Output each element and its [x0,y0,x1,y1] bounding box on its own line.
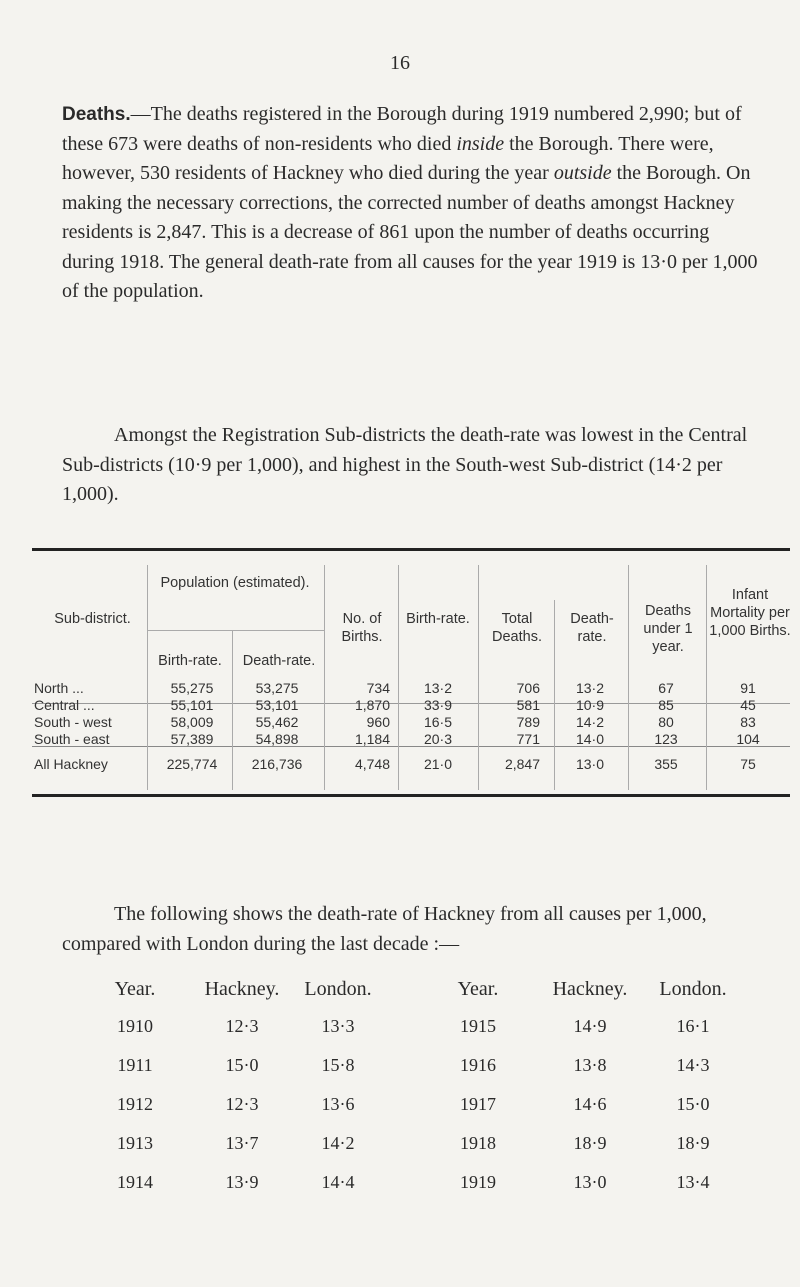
comparison-hackney: 14·6 [573,1094,607,1114]
cell-infant: 45 [740,697,756,713]
comparison-london: 13·6 [321,1094,355,1114]
comparison-london: 14·2 [321,1133,355,1153]
cell-death-rate: 14·2 [575,714,605,730]
cell-pop-death: 216,736 [251,756,303,772]
cmp-head-london-right: London. [659,978,727,1000]
comparison-london: 14·4 [321,1172,355,1192]
cell-deaths-under-1: 85 [658,697,674,713]
th-population: Population (estimated). [160,575,310,591]
cell-name: South - east [34,731,110,747]
cell-name: North ... [34,680,84,696]
cell-pop-death: 53,275 [255,680,299,696]
cell-pop-birth: 57,389 [170,731,214,747]
th-total-deaths: Total Deaths. [492,611,542,645]
comparison-london: 15·8 [321,1055,355,1075]
comparison-hackney: 18·9 [573,1133,607,1153]
comparison-hackney: 13·9 [225,1172,259,1192]
cell-total-deaths: 789 [516,714,540,730]
comparison-year: 1915 [460,1016,496,1036]
deaths-text-3: the Borough. On making the necessary corrections, the corrected number of deaths amongst Hackney residents is 2,847. This is a decrease of 861 upon the number of deaths occurring during 1918. The general death-rate from all causes for the year 1919 is 13·0 per 1,000 of the population. [62,162,758,302]
cell-total-deaths: 581 [516,697,540,713]
table-subheader-rule [148,630,324,631]
cell-birth-rate: 20·3 [423,731,453,747]
cell-pop-birth: 55,101 [170,697,214,713]
table-vline [706,565,707,790]
th-death-rate: Death-rate. [570,611,614,645]
th-pop-birth-rate: Birth-rate. [158,653,222,669]
table-top-rule [32,548,790,551]
cell-birth-rate: 33·9 [423,697,453,713]
cell-infant: 83 [740,714,756,730]
cell-pop-birth: 225,774 [166,756,218,772]
cmp-head-london-left: London. [304,978,372,1000]
deaths-em-inside: inside [456,132,505,155]
cell-deaths-under-1: 67 [658,680,674,696]
comparison-year: 1912 [117,1094,153,1114]
cell-birth-rate: 13·2 [423,680,453,696]
cell-name: All Hackney [34,756,108,772]
cell-total-deaths: 771 [516,731,540,747]
th-pop-death-rate: Death-rate. [242,653,316,669]
subdistricts-paragraph: Amongst the Registration Sub-districts the death-rate was lowest in the Central Sub-districts (10·9 per 1,000), and highest in the South-west Sub-district (14·2 per 1,000). [62,424,748,505]
cell-death-rate: 14·0 [575,731,605,747]
cell-deaths-under-1: 123 [654,731,678,747]
deaths-em-outside: outside [553,162,612,184]
comparison-year: 1917 [460,1094,496,1114]
cell-death-rate: 13·2 [575,680,605,696]
comparison-year: 1914 [117,1172,153,1192]
cell-total-deaths: 706 [516,680,540,696]
comparison-year: 1911 [117,1055,153,1075]
comparison-london: 13·4 [676,1172,710,1192]
cell-birth-rate: 16·5 [423,714,453,730]
comparison-london: 14·3 [676,1055,710,1075]
comparison-year: 1916 [460,1055,496,1075]
cell-births: 1,870 [354,697,390,713]
comparison-london: 13·3 [321,1016,355,1036]
cell-pop-death: 55,462 [255,714,299,730]
cell-infant: 104 [736,731,760,747]
comparison-london: 16·1 [676,1016,710,1036]
table-vline [324,565,325,790]
cmp-head-hackney-left: Hackney. [204,978,280,1000]
comparison-hackney: 13·7 [225,1133,259,1153]
cell-death-rate: 13·0 [575,756,605,772]
comparison-london: 15·0 [676,1094,710,1114]
th-birth-rate: Birth-rate. [406,611,470,627]
comparison-year: 1918 [460,1133,496,1153]
table-vline [398,565,399,790]
cell-pop-death: 54,898 [255,731,299,747]
th-infant-mortality: Infant Mortality per 1,000 Births. [709,587,791,639]
comparison-year: 1919 [460,1172,496,1192]
th-deaths-under-1: Deaths under 1 year. [643,603,693,655]
cell-deaths-under-1: 355 [654,756,678,772]
cell-births: 734 [366,680,390,696]
table-vline [628,565,629,790]
table-vline [147,565,148,790]
cell-infant: 91 [740,680,756,696]
cell-pop-birth: 58,009 [170,714,214,730]
comparison-paragraph: The following shows the death-rate of Hackney from all causes per 1,000, compared with London during the last decade :— [62,903,707,955]
deaths-heading: Deaths. [62,104,131,125]
table-vline [554,600,555,790]
comparison-hackney: 12·3 [225,1016,259,1036]
th-births: No. of Births. [341,611,383,645]
table-bottom-rule [32,794,790,797]
cell-pop-death: 53,101 [255,697,299,713]
cell-deaths-under-1: 80 [658,714,674,730]
comparison-hackney: 15·0 [225,1055,259,1075]
comparison-hackney: 14·9 [573,1016,607,1036]
cell-births: 4,748 [354,756,390,772]
comparison-hackney: 13·0 [573,1172,607,1192]
cmp-head-hackney-right: Hackney. [552,978,628,1000]
cell-births: 1,184 [354,731,390,747]
cell-total-deaths: 2,847 [504,756,540,772]
page-number: 16 [390,52,410,74]
comparison-hackney: 13·8 [573,1055,607,1075]
cell-births: 960 [366,714,390,730]
cell-pop-birth: 55,275 [170,680,214,696]
cmp-head-year-right: Year. [457,978,499,1000]
deaths-text-1: —The deaths registered in the Borough during 1919 numbered 2,990; but of these 673 were deaths of non-residents who died [62,103,742,155]
cell-name: South - west [34,714,112,730]
cell-death-rate: 10·9 [575,697,605,713]
th-subdistrict: Sub-district. [54,611,131,627]
deaths-text-2: the Borough. There were, however, 530 residents of Hackney who died during the year [62,132,714,184]
deaths-paragraph [62,100,762,307]
cell-birth-rate: 21·0 [423,756,453,772]
table-vline [478,565,479,790]
comparison-hackney: 12·3 [225,1094,259,1114]
cell-name: Central ... [34,697,95,713]
comparison-london: 18·9 [676,1133,710,1153]
comparison-year: 1910 [117,1016,153,1036]
cell-infant: 75 [740,756,756,772]
cmp-head-year-left: Year. [114,978,156,1000]
comparison-year: 1913 [117,1133,153,1153]
